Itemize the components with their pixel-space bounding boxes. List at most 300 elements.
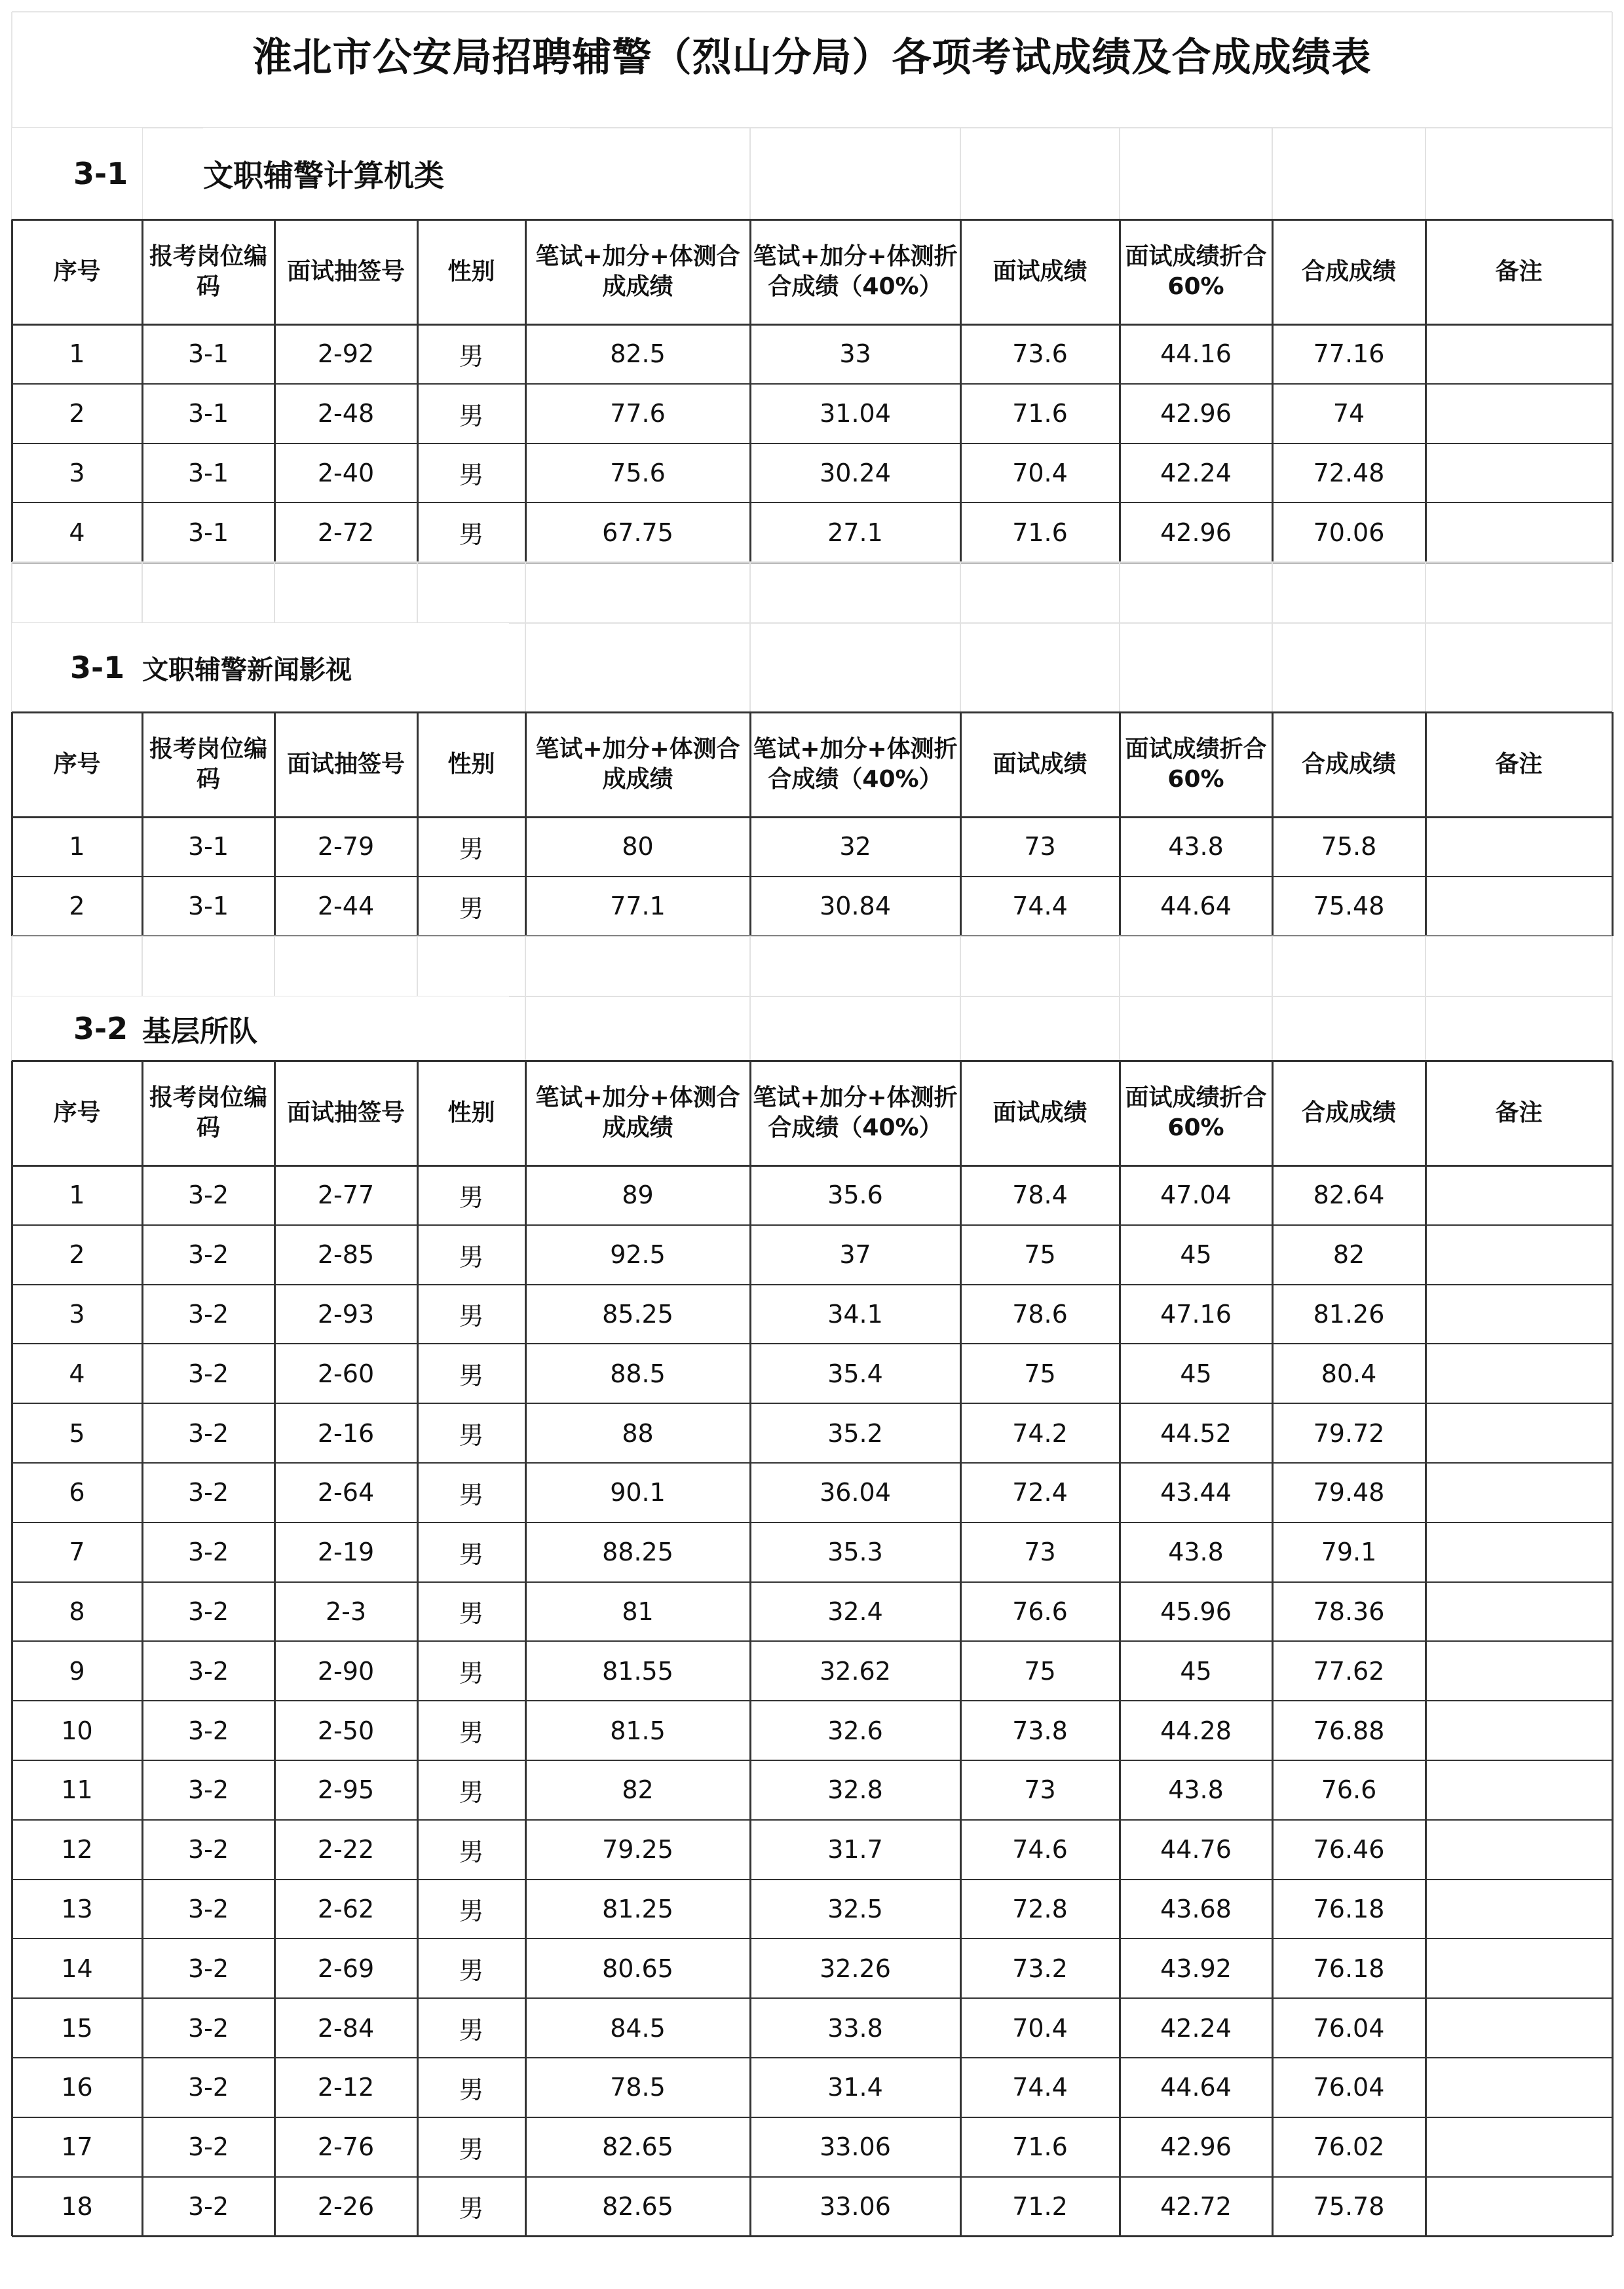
cell-written-40pct: 31.4 <box>827 2073 883 2102</box>
cell-position-code: 3-2 <box>187 1240 229 1270</box>
cell-interview-60pct: 43.8 <box>1168 1538 1224 1567</box>
cell-remarks <box>1426 1463 1612 1523</box>
cell-remarks <box>1426 817 1612 877</box>
cell-seq: 18 <box>61 2191 93 2221</box>
cell-seq: 3 <box>69 1299 85 1329</box>
cell-gender: 男 <box>459 1718 484 1748</box>
cell-draw-number: 2-69 <box>317 1954 375 1983</box>
section-code: 3-2 <box>12 996 142 1061</box>
cell-interview-score: 76.6 <box>1012 1597 1068 1626</box>
cell-written-score: 77.1 <box>610 892 666 921</box>
cell-written-40pct: 30.24 <box>820 458 891 487</box>
cell-gender: 男 <box>459 1302 484 1331</box>
cell-total-score: 82.64 <box>1313 1181 1385 1210</box>
grid-line <box>749 562 751 712</box>
cell-written-score: 88 <box>622 1418 654 1448</box>
cell-gender: 男 <box>459 1421 484 1450</box>
section-name: 文职辅警新闻影视 <box>142 623 509 712</box>
header-interview-score: 面试成绩 <box>992 258 1087 285</box>
section-code: 3-1 <box>12 128 142 219</box>
cell-total-score: 75.8 <box>1321 832 1377 861</box>
cell-interview-60pct: 42.96 <box>1160 2132 1232 2162</box>
cell-written-score: 82.65 <box>602 2191 673 2221</box>
cell-remarks <box>1426 877 1612 936</box>
cell-written-score: 78.5 <box>610 2073 666 2102</box>
cell-seq: 7 <box>69 1538 85 1567</box>
header-gender: 性别 <box>447 1099 495 1126</box>
cell-interview-score: 70.4 <box>1012 458 1068 487</box>
cell-total-score: 80.4 <box>1321 1359 1377 1388</box>
cell-written-40pct: 32.5 <box>827 1894 883 1923</box>
grid-line <box>960 128 961 219</box>
cell-remarks <box>1426 1582 1612 1642</box>
cell-written-score: 88.5 <box>610 1359 666 1388</box>
cell-gender: 男 <box>459 401 484 430</box>
cell-total-score: 76.6 <box>1321 1775 1377 1805</box>
header-total-score: 合成成绩 <box>1301 751 1396 778</box>
cell-written-score: 88.25 <box>602 1538 673 1567</box>
cell-written-40pct: 33.8 <box>827 2013 883 2043</box>
cell-seq: 1 <box>69 832 85 861</box>
cell-written-score: 82.5 <box>610 339 666 369</box>
cell-draw-number: 2-22 <box>317 1835 375 1864</box>
grid-line <box>749 128 751 219</box>
cell-gender: 男 <box>459 520 484 550</box>
cell-remarks <box>1426 1820 1612 1880</box>
header-written-score: 笔试+加分+体测合成成绩 <box>535 243 740 300</box>
cell-interview-60pct: 45 <box>1180 1240 1212 1270</box>
header-seq: 序号 <box>53 1099 101 1126</box>
cell-written-score: 80 <box>622 832 654 861</box>
cell-written-40pct: 34.1 <box>827 1299 883 1329</box>
grid-line <box>1119 128 1120 219</box>
cell-written-40pct: 33.06 <box>820 2191 891 2221</box>
cell-interview-60pct: 44.64 <box>1160 2073 1232 2102</box>
cell-draw-number: 2-60 <box>317 1359 375 1388</box>
cell-written-40pct: 31.04 <box>820 399 891 428</box>
cell-written-40pct: 32.26 <box>820 1954 891 1983</box>
section-name: 文职辅警计算机类 <box>203 128 570 219</box>
grid-line <box>525 936 526 1061</box>
grid-line <box>1272 936 1273 1061</box>
grid-line <box>1612 12 1613 128</box>
cell-seq: 13 <box>61 1894 93 1923</box>
cell-draw-number: 2-12 <box>317 2073 375 2102</box>
cell-interview-60pct: 43.92 <box>1160 1954 1232 1983</box>
cell-gender: 男 <box>459 2016 484 2045</box>
cell-position-code: 3-1 <box>187 399 229 428</box>
cell-total-score: 76.88 <box>1313 1716 1385 1745</box>
cell-written-40pct: 31.7 <box>827 1835 883 1864</box>
cell-interview-score: 74.6 <box>1012 1835 1068 1864</box>
cell-written-40pct: 35.4 <box>827 1359 883 1388</box>
cell-total-score: 75.78 <box>1313 2191 1385 2221</box>
cell-seq: 16 <box>61 2073 93 2102</box>
cell-interview-score: 75 <box>1024 1656 1056 1686</box>
header-total-score: 合成成绩 <box>1301 1099 1396 1126</box>
header-interview-60pct: 面试成绩折合60% <box>1125 1084 1267 1141</box>
cell-interview-60pct: 42.96 <box>1160 518 1232 547</box>
cell-written-40pct: 35.6 <box>827 1181 883 1210</box>
cell-interview-score: 73 <box>1024 1538 1056 1567</box>
cell-total-score: 76.18 <box>1313 1954 1385 1983</box>
cell-total-score: 78.36 <box>1313 1597 1385 1626</box>
cell-interview-60pct: 44.76 <box>1160 1835 1232 1864</box>
cell-position-code: 3-1 <box>187 892 229 921</box>
cell-written-40pct: 33 <box>839 339 871 369</box>
grid-line <box>1612 562 1613 712</box>
cell-position-code: 3-2 <box>187 1894 229 1923</box>
cell-interview-60pct: 47.16 <box>1160 1299 1232 1329</box>
cell-written-40pct: 27.1 <box>827 518 883 547</box>
cell-draw-number: 2-85 <box>317 1240 375 1270</box>
cell-total-score: 77.16 <box>1313 339 1385 369</box>
cell-interview-60pct: 43.44 <box>1160 1478 1232 1507</box>
cell-remarks <box>1426 1165 1612 1225</box>
cell-remarks <box>1426 1285 1612 1344</box>
cell-seq: 2 <box>69 399 85 428</box>
cell-interview-score: 75 <box>1024 1359 1056 1388</box>
cell-seq: 8 <box>69 1597 85 1626</box>
cell-seq: 14 <box>61 1954 93 1983</box>
cell-written-score: 92.5 <box>610 1240 666 1270</box>
cell-draw-number: 2-16 <box>317 1418 375 1448</box>
header-draw-number: 面试抽签号 <box>286 258 405 285</box>
cell-total-score: 79.48 <box>1313 1478 1385 1507</box>
cell-draw-number: 2-77 <box>317 1181 375 1210</box>
cell-gender: 男 <box>459 461 484 490</box>
cell-remarks <box>1426 2117 1612 2177</box>
cell-total-score: 74 <box>1332 399 1365 428</box>
cell-remarks <box>1426 2177 1612 2237</box>
cell-seq: 11 <box>61 1775 93 1805</box>
cell-draw-number: 2-19 <box>317 1538 375 1567</box>
cell-written-score: 90.1 <box>610 1478 666 1507</box>
header-remarks: 备注 <box>1495 751 1543 778</box>
cell-remarks <box>1426 384 1612 444</box>
cell-written-40pct: 32.8 <box>827 1775 883 1805</box>
cell-gender: 男 <box>459 1837 484 1866</box>
cell-written-score: 80.65 <box>602 1954 673 1983</box>
cell-written-score: 81.25 <box>602 1894 673 1923</box>
cell-interview-60pct: 43.8 <box>1168 1775 1224 1805</box>
cell-written-40pct: 35.2 <box>827 1418 883 1448</box>
cell-interview-score: 74.4 <box>1012 892 1068 921</box>
cell-written-score: 77.6 <box>610 399 666 428</box>
cell-interview-score: 72.4 <box>1012 1478 1068 1507</box>
cell-draw-number: 2-64 <box>317 1478 375 1507</box>
header-written-40pct: 笔试+加分+体测折合成绩（40%） <box>753 1084 958 1141</box>
cell-seq: 4 <box>69 518 85 547</box>
grid-line <box>1612 936 1613 1061</box>
cell-total-score: 72.48 <box>1313 458 1385 487</box>
cell-total-score: 76.18 <box>1313 1894 1385 1923</box>
cell-position-code: 3-1 <box>187 458 229 487</box>
cell-total-score: 76.04 <box>1313 2013 1385 2043</box>
header-remarks: 备注 <box>1495 258 1543 285</box>
cell-remarks <box>1426 1403 1612 1463</box>
cell-written-score: 67.75 <box>602 518 673 547</box>
cell-interview-score: 71.6 <box>1012 2132 1068 2162</box>
page-title: 淮北市公安局招聘辅警（烈山分局）各项考试成绩及合成成绩表 <box>252 35 1372 81</box>
cell-seq: 4 <box>69 1359 85 1388</box>
cell-position-code: 3-2 <box>187 2132 229 2162</box>
cell-written-40pct: 30.84 <box>820 892 891 921</box>
cell-draw-number: 2-79 <box>317 832 375 861</box>
cell-interview-score: 73 <box>1024 1775 1056 1805</box>
cell-written-score: 79.25 <box>602 1835 673 1864</box>
grid-line <box>1119 936 1120 1061</box>
header-gender: 性别 <box>447 751 495 778</box>
cell-written-40pct: 32.62 <box>820 1656 891 1686</box>
grid-line <box>1272 562 1273 712</box>
cell-interview-score: 71.6 <box>1012 399 1068 428</box>
cell-seq: 3 <box>69 458 85 487</box>
header-seq: 序号 <box>53 751 101 778</box>
cell-gender: 男 <box>459 1777 484 1807</box>
cell-written-score: 75.6 <box>610 458 666 487</box>
cell-position-code: 3-2 <box>187 2013 229 2043</box>
cell-position-code: 3-2 <box>187 1775 229 1805</box>
cell-draw-number: 2-26 <box>317 2191 375 2221</box>
grid-line <box>1119 562 1120 712</box>
cell-seq: 6 <box>69 1478 85 1507</box>
cell-written-40pct: 36.04 <box>820 1478 891 1507</box>
cell-remarks <box>1426 444 1612 503</box>
grid-line <box>11 12 12 128</box>
grid-line <box>960 936 961 1061</box>
header-written-score: 笔试+加分+体测合成成绩 <box>535 1084 740 1141</box>
cell-position-code: 3-2 <box>187 1181 229 1210</box>
cell-remarks <box>1426 1701 1612 1760</box>
cell-remarks <box>1426 1939 1612 1998</box>
cell-interview-score: 78.6 <box>1012 1299 1068 1329</box>
cell-position-code: 3-2 <box>187 1835 229 1864</box>
cell-written-40pct: 37 <box>839 1240 871 1270</box>
cell-seq: 12 <box>61 1835 93 1864</box>
header-gender: 性别 <box>447 258 495 285</box>
cell-interview-60pct: 43.68 <box>1160 1894 1232 1923</box>
cell-total-score: 82 <box>1332 1240 1365 1270</box>
cell-interview-60pct: 45.96 <box>1160 1597 1232 1626</box>
cell-position-code: 3-2 <box>187 1418 229 1448</box>
cell-written-score: 85.25 <box>602 1299 673 1329</box>
cell-written-40pct: 32.6 <box>827 1716 883 1745</box>
header-seq: 序号 <box>53 258 101 285</box>
cell-total-score: 81.26 <box>1313 1299 1385 1329</box>
cell-seq: 9 <box>69 1656 85 1686</box>
grid-line <box>960 562 961 712</box>
cell-remarks <box>1426 1523 1612 1582</box>
cell-written-40pct: 32.4 <box>827 1597 883 1626</box>
cell-gender: 男 <box>459 1659 484 1688</box>
header-draw-number: 面试抽签号 <box>286 751 405 778</box>
cell-gender: 男 <box>459 1182 484 1212</box>
cell-gender: 男 <box>459 2194 484 2223</box>
cell-seq: 2 <box>69 1240 85 1270</box>
cell-position-code: 3-2 <box>187 2191 229 2221</box>
cell-position-code: 3-2 <box>187 2073 229 2102</box>
cell-position-code: 3-1 <box>187 518 229 547</box>
cell-interview-60pct: 47.04 <box>1160 1181 1232 1210</box>
cell-draw-number: 2-84 <box>317 2013 375 2043</box>
cell-written-score: 81.55 <box>602 1656 673 1686</box>
section-code: 3-1 <box>12 623 142 712</box>
cell-seq: 10 <box>61 1716 93 1745</box>
cell-position-code: 3-2 <box>187 1359 229 1388</box>
cell-gender: 男 <box>459 1540 484 1569</box>
cell-position-code: 3-2 <box>187 1299 229 1329</box>
cell-interview-score: 73.8 <box>1012 1716 1068 1745</box>
cell-draw-number: 2-76 <box>317 2132 375 2162</box>
cell-seq: 2 <box>69 892 85 921</box>
cell-total-score: 76.04 <box>1313 2073 1385 2102</box>
cell-seq: 1 <box>69 339 85 369</box>
header-remarks: 备注 <box>1495 1099 1543 1126</box>
header-position-code: 报考岗位编码 <box>149 736 267 793</box>
cell-position-code: 3-2 <box>187 1538 229 1567</box>
cell-draw-number: 2-93 <box>317 1299 375 1329</box>
cell-position-code: 3-2 <box>187 1954 229 1983</box>
cell-gender: 男 <box>459 834 484 863</box>
cell-written-score: 89 <box>622 1181 654 1210</box>
cell-draw-number: 2-44 <box>317 892 375 921</box>
cell-total-score: 77.62 <box>1313 1656 1385 1686</box>
cell-position-code: 3-1 <box>187 832 229 861</box>
cell-written-score: 84.5 <box>610 2013 666 2043</box>
header-interview-60pct: 面试成绩折合60% <box>1125 243 1267 300</box>
cell-position-code: 3-2 <box>187 1597 229 1626</box>
cell-position-code: 3-1 <box>187 339 229 369</box>
header-position-code: 报考岗位编码 <box>149 1084 267 1141</box>
cell-gender: 男 <box>459 1897 484 1926</box>
cell-total-score: 70.06 <box>1313 518 1385 547</box>
cell-position-code: 3-2 <box>187 1656 229 1686</box>
header-draw-number: 面试抽签号 <box>286 1099 405 1126</box>
header-interview-60pct: 面试成绩折合60% <box>1125 736 1267 793</box>
cell-written-score: 81 <box>622 1597 654 1626</box>
cell-written-40pct: 35.3 <box>827 1538 883 1567</box>
grid-line <box>12 936 1612 937</box>
cell-interview-60pct: 42.24 <box>1160 2013 1232 2043</box>
grid-line <box>1425 128 1426 219</box>
cell-gender: 男 <box>459 1361 484 1391</box>
cell-seq: 15 <box>61 2013 93 2043</box>
section-name: 基层所队 <box>142 996 509 1061</box>
header-interview-score: 面试成绩 <box>992 1099 1087 1126</box>
cell-draw-number: 2-62 <box>317 1894 375 1923</box>
cell-draw-number: 2-72 <box>317 518 375 547</box>
cell-interview-60pct: 44.52 <box>1160 1418 1232 1448</box>
cell-remarks <box>1426 1344 1612 1403</box>
cell-remarks <box>1426 1641 1612 1701</box>
header-interview-score: 面试成绩 <box>992 751 1087 778</box>
cell-interview-score: 73.2 <box>1012 1954 1068 1983</box>
grid-line <box>12 561 1612 563</box>
header-written-40pct: 笔试+加分+体测折合成绩（40%） <box>753 736 958 793</box>
grid-line <box>1425 562 1426 712</box>
cell-interview-score: 73 <box>1024 832 1056 861</box>
cell-gender: 男 <box>459 1956 484 1986</box>
cell-draw-number: 2-92 <box>317 339 375 369</box>
cell-total-score: 76.02 <box>1313 2132 1385 2162</box>
cell-draw-number: 2-48 <box>317 399 375 428</box>
cell-written-score: 81.5 <box>610 1716 666 1745</box>
cell-draw-number: 2-90 <box>317 1656 375 1686</box>
cell-remarks <box>1426 2058 1612 2117</box>
cell-written-score: 82.65 <box>602 2132 673 2162</box>
cell-interview-60pct: 45 <box>1180 1656 1212 1686</box>
header-total-score: 合成成绩 <box>1301 258 1396 285</box>
cell-gender: 男 <box>459 1480 484 1509</box>
cell-remarks <box>1426 1760 1612 1820</box>
cell-interview-score: 78.4 <box>1012 1181 1068 1210</box>
cell-draw-number: 2-50 <box>317 1716 375 1745</box>
cell-interview-score: 73.6 <box>1012 339 1068 369</box>
cell-written-40pct: 33.06 <box>820 2132 891 2162</box>
cell-gender: 男 <box>459 894 484 923</box>
cell-gender: 男 <box>459 1599 484 1629</box>
grid-line <box>1425 936 1426 1061</box>
cell-gender: 男 <box>459 1242 484 1272</box>
cell-total-score: 79.72 <box>1313 1418 1385 1448</box>
cell-interview-60pct: 45 <box>1180 1359 1212 1388</box>
cell-interview-60pct: 42.24 <box>1160 458 1232 487</box>
grid-line <box>749 936 751 1061</box>
cell-position-code: 3-2 <box>187 1716 229 1745</box>
grid-line <box>1612 128 1613 219</box>
cell-interview-60pct: 44.64 <box>1160 892 1232 921</box>
cell-interview-60pct: 44.28 <box>1160 1716 1232 1745</box>
cell-interview-score: 74.2 <box>1012 1418 1068 1448</box>
cell-remarks <box>1426 324 1612 384</box>
cell-seq: 5 <box>69 1418 85 1448</box>
cell-total-score: 79.1 <box>1321 1538 1377 1567</box>
header-written-score: 笔试+加分+体测合成成绩 <box>535 736 740 793</box>
cell-position-code: 3-2 <box>187 1478 229 1507</box>
grid-line <box>525 562 526 712</box>
cell-remarks <box>1426 502 1612 562</box>
cell-interview-score: 70.4 <box>1012 2013 1068 2043</box>
cell-interview-score: 71.2 <box>1012 2191 1068 2221</box>
cell-written-score: 82 <box>622 1775 654 1805</box>
cell-interview-score: 75 <box>1024 1240 1056 1270</box>
cell-gender: 男 <box>459 2075 484 2104</box>
header-written-40pct: 笔试+加分+体测折合成绩（40%） <box>753 243 958 300</box>
cell-draw-number: 2-95 <box>317 1775 375 1805</box>
cell-gender: 男 <box>459 341 484 371</box>
cell-interview-score: 74.4 <box>1012 2073 1068 2102</box>
cell-seq: 1 <box>69 1181 85 1210</box>
cell-written-40pct: 32 <box>839 832 871 861</box>
cell-draw-number: 2-40 <box>317 458 375 487</box>
cell-total-score: 76.46 <box>1313 1835 1385 1864</box>
cell-total-score: 75.48 <box>1313 892 1385 921</box>
cell-seq: 17 <box>61 2132 93 2162</box>
cell-interview-60pct: 44.16 <box>1160 339 1232 369</box>
cell-interview-60pct: 42.96 <box>1160 399 1232 428</box>
cell-draw-number: 2-3 <box>325 1597 367 1626</box>
cell-remarks <box>1426 1880 1612 1939</box>
header-position-code: 报考岗位编码 <box>149 243 267 300</box>
grid-line <box>1272 128 1273 219</box>
cell-interview-60pct: 43.8 <box>1168 832 1224 861</box>
cell-interview-60pct: 42.72 <box>1160 2191 1232 2221</box>
cell-remarks <box>1426 1225 1612 1285</box>
grid-line <box>12 11 1612 12</box>
cell-interview-score: 71.6 <box>1012 518 1068 547</box>
cell-remarks <box>1426 1998 1612 2058</box>
